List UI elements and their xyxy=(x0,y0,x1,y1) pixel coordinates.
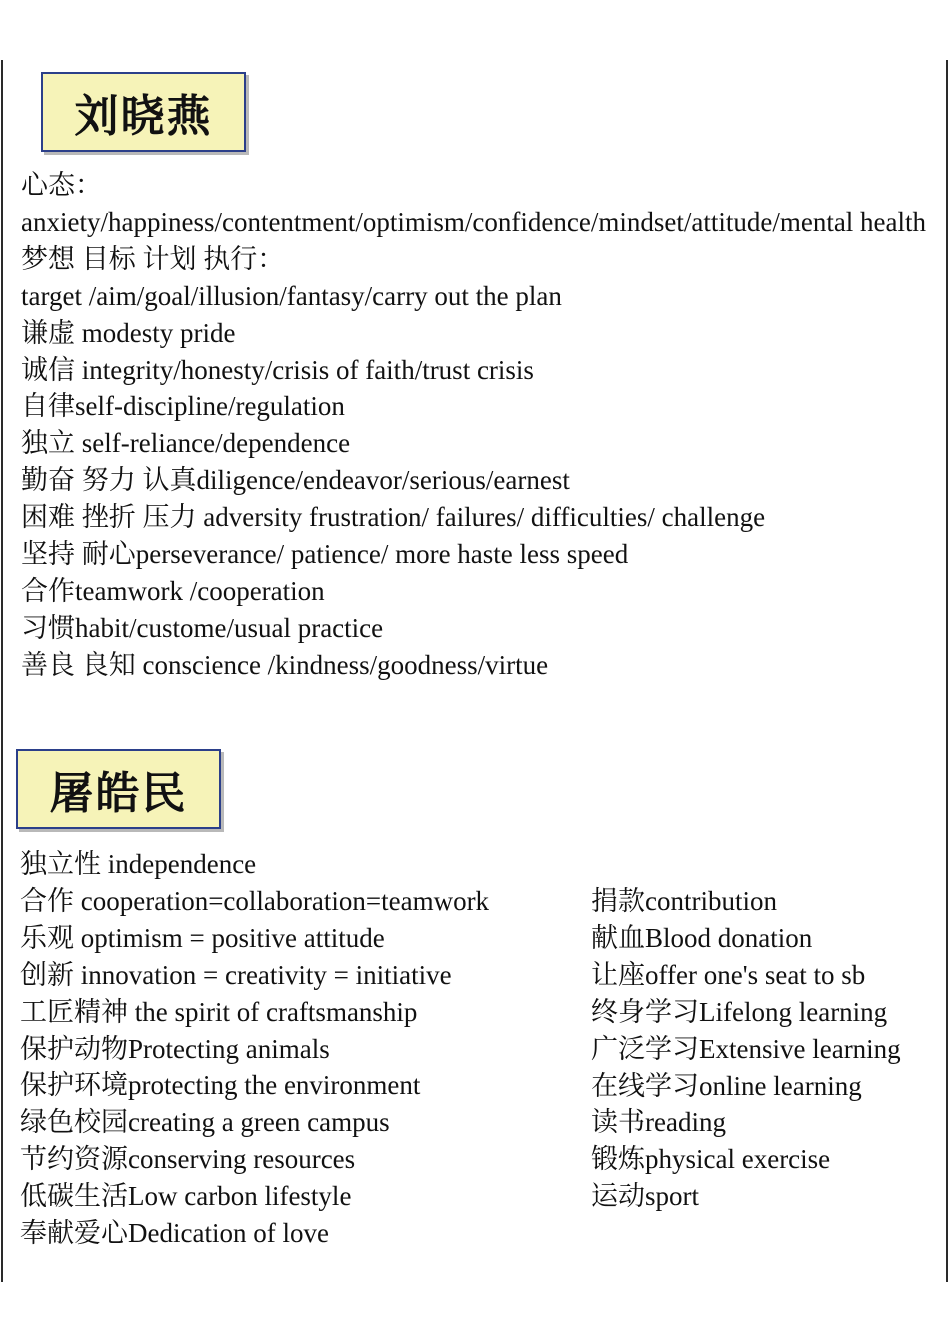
vocab-line: 运动sport xyxy=(591,1181,699,1212)
vocab-line: 终身学习Lifelong learning xyxy=(591,996,888,1027)
vocab-line: 诚信 integrity/honesty/crisis of faith/trust crisis xyxy=(21,354,534,385)
vocab-line: 在线学习online learning xyxy=(591,1070,862,1101)
vocab-line: anxiety/happiness/contentment/optimism/confidence/mindset/attitude/mental health xyxy=(21,206,927,237)
vocab-line: 勤奋 努力 认真diligence/endeavor/serious/earnest xyxy=(21,465,570,496)
vocab-line: 合作 cooperation=collaboration=teamwork xyxy=(20,885,490,916)
vocab-line: 节约资源conserving resources xyxy=(20,1144,356,1175)
vocab-line: 独立 self-reliance/dependence xyxy=(21,428,351,459)
vocab-line: 梦想 目标 计划 执行： xyxy=(21,243,285,274)
section2-left-column xyxy=(20,846,580,1252)
right-border-rule xyxy=(946,60,948,1282)
left-border-rule xyxy=(1,60,3,1282)
vocab-line: 保护环境protecting the environment xyxy=(20,1070,421,1101)
vocab-line: 善良 良知 conscience /kindness/goodness/virtue xyxy=(21,649,549,680)
vocab-line: 低碳生活Low carbon lifestyle xyxy=(20,1181,352,1212)
vocab-line: 心态： xyxy=(21,170,102,200)
vocab-line: 奉献爱心Dedication of love xyxy=(20,1218,329,1249)
vocab-line: 创新 innovation = creativity = initiative xyxy=(20,959,452,990)
vocab-line: 谦虚 modesty pride xyxy=(21,317,236,348)
section2-right-column xyxy=(591,883,946,1215)
vocab-line: 捐款contribution xyxy=(591,886,777,916)
vocab-line: 习惯habit/custome/usual practice xyxy=(21,612,384,643)
vocab-line: 困难 挫折 压力 adversity frustration/ failures/ difficulties/ challenge xyxy=(21,502,766,533)
vocab-line: 锻炼physical exercise xyxy=(591,1144,831,1175)
vocab-line: 让座offer one's seat to sb xyxy=(591,959,866,990)
vocab-line: 自律self-discipline/regulation xyxy=(21,391,345,422)
vocab-line: 坚持 耐心perseverance/ patience/ more haste less speed xyxy=(21,539,629,570)
vocab-line: 广泛学习Extensive learning xyxy=(591,1033,901,1064)
vocab-line: 保护动物Protecting animals xyxy=(20,1033,330,1064)
vocab-line: target /aim/goal/illusion/fantasy/carry out the plan xyxy=(21,280,562,311)
section1-vocabulary-list xyxy=(21,167,931,684)
vocab-line: 献血Blood donation xyxy=(591,922,813,953)
vocab-line: 合作teamwork /cooperation xyxy=(21,575,325,606)
section-title-tu-haomin: 屠皓民 xyxy=(16,749,221,829)
vocab-line: 独立性 independence xyxy=(20,849,257,879)
vocab-line: 乐观 optimism = positive attitude xyxy=(20,922,385,953)
vocab-line: 读书reading xyxy=(591,1107,726,1138)
vocab-line: 绿色校园creating a green campus xyxy=(20,1107,390,1138)
vocab-line: 工匠精神 the spirit of craftsmanship xyxy=(20,996,418,1027)
section-title-liu-xiaoyan: 刘晓燕 xyxy=(41,72,246,152)
